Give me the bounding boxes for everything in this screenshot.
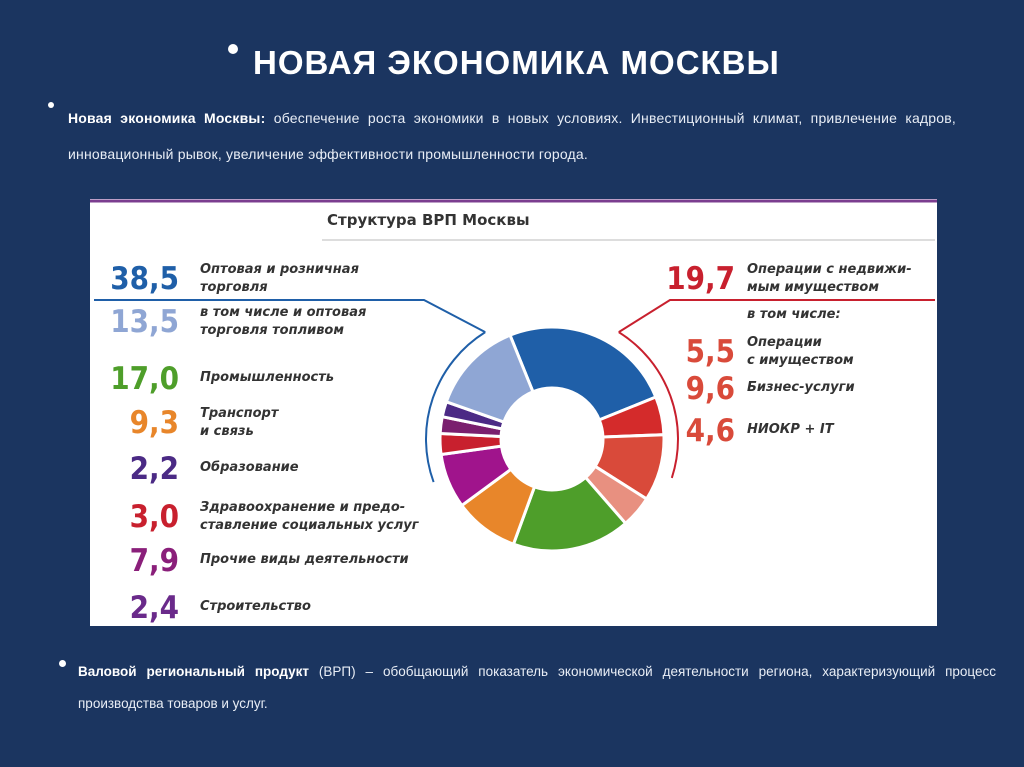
value-right-0: 19,7	[666, 261, 735, 297]
value-left-7: 2,4	[129, 590, 179, 626]
value-left-5: 3,0	[129, 499, 179, 535]
label-right-2-0: Операции	[747, 335, 822, 350]
label-right-0-0: Операции с недвижи-	[747, 262, 912, 277]
intro-body: обеспечение роста экономики в новых условиях. Инвестиционный климат, привлечение кадров, инновационный рывок, увеличение эффективности промышленности города.	[68, 110, 957, 162]
intro-bold: Новая экономика Москвы:	[68, 110, 266, 126]
label-left-0-1: торговля	[200, 280, 268, 295]
label-left-3-1: и связь	[200, 424, 254, 439]
chart-canvas	[90, 199, 937, 626]
label-left-7-0: Строительство	[200, 599, 311, 614]
chart-title: Структура ВРП Москвы	[327, 211, 530, 229]
label-left-1-1: торговля топливом	[200, 323, 344, 338]
footer-text	[78, 656, 996, 720]
label-left-1-0: в том числе и оптовая	[200, 305, 367, 320]
title-bullet-icon	[228, 44, 238, 54]
value-right-4: 4,6	[685, 413, 735, 449]
label-left-2-0: Промышленность	[200, 370, 334, 385]
value-left-2: 17,0	[110, 361, 179, 397]
value-left-4: 2,2	[129, 451, 179, 487]
footer-bullet-icon	[59, 660, 66, 667]
label-right-0-1: мым имуществом	[747, 280, 879, 295]
label-left-5-0: Здравоохранение и предо-	[200, 500, 406, 515]
value-left-6: 7,9	[129, 543, 179, 579]
label-right-2-1: с имуществом	[747, 353, 854, 368]
grp-structure-chart	[90, 199, 937, 626]
label-left-6-0: Прочие виды деятельности	[200, 552, 409, 567]
value-left-3: 9,3	[129, 405, 179, 441]
value-left-1: 13,5	[110, 304, 179, 340]
value-left-0: 38,5	[110, 261, 179, 297]
label-left-5-1: ставление социальных услуг	[200, 518, 419, 533]
label-left-3-0: Транспорт	[200, 406, 279, 421]
page-title: НОВАЯ ЭКОНОМИКА МОСКВЫ	[253, 44, 780, 81]
footer-bold: Валовой региональный продукт	[78, 664, 309, 679]
intro-text	[68, 100, 956, 172]
label-left-4-0: Образование	[200, 460, 299, 475]
intro-bullet-icon	[48, 102, 54, 108]
footer-body: (ВРП) – обобщающий показатель экономической деятельности региона, характеризующий процесс производства товаров и услуг.	[78, 664, 996, 711]
label-left-0-0: Оптовая и розничная	[200, 262, 359, 277]
value-right-3: 9,6	[685, 371, 735, 407]
label-right-4-0: НИОКР + IT	[747, 422, 834, 437]
value-right-2: 5,5	[685, 334, 735, 370]
label-right-3-0: Бизнес-услуги	[747, 380, 855, 395]
label-right-1-0: в том числе:	[747, 307, 841, 322]
